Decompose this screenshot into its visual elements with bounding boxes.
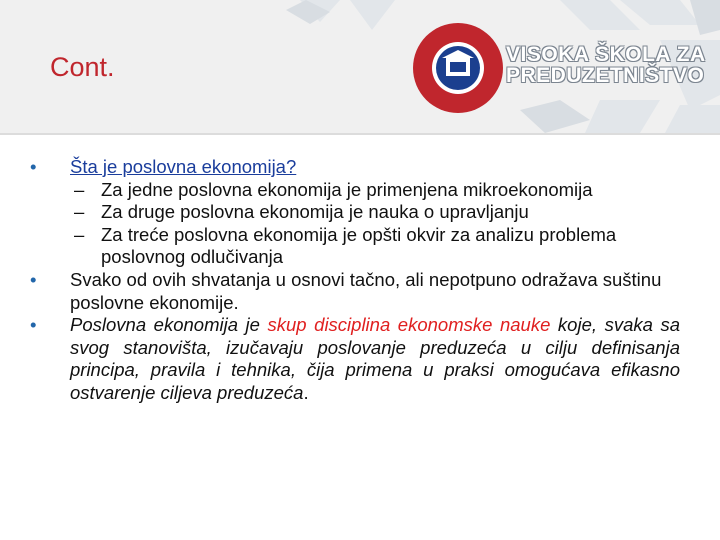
definition-end: . (303, 381, 309, 403)
sub-bullet-2-text: Za druge poslovna ekonomija je nauka o upravljanju (101, 201, 529, 223)
school-seal-logo (412, 22, 504, 114)
sub-bullet-3-text: Za treće poslovna ekonomija je opšti okvir za analizu problema poslovnog odlučivanja (101, 223, 617, 268)
institution-name (506, 44, 706, 86)
bullet-question (30, 156, 680, 179)
bullet-views (30, 269, 680, 314)
dash-icon: – (74, 201, 85, 223)
definition-text-a: Poslovna ekonomija je (70, 314, 268, 336)
sub-bullet-1 (30, 179, 680, 202)
definition-highlight: skup disciplina ekonomske nauke (267, 314, 551, 336)
dash-icon: – (74, 223, 85, 245)
bullet-icon: • (30, 314, 37, 336)
sub-bullet-3 (30, 224, 680, 269)
sub-bullet-1-text: Za jedne poslovna ekonomija je primenjena mikroekonomija (101, 178, 593, 200)
sub-bullet-2 (30, 201, 680, 224)
question-link[interactable]: Šta je poslovna ekonomija? (70, 156, 297, 177)
bullet-icon: • (30, 156, 37, 177)
bullet-definition (30, 314, 680, 404)
bullet-icon: • (30, 268, 37, 290)
bullet-views-text: Svako od ovih shvatanja u osnovi tačno, ali nepotpuno odražava suštinu poslovne ekonomije. (70, 268, 662, 313)
slide-header (0, 0, 720, 133)
header-divider (0, 133, 720, 135)
definition-text-b: koje, svaka sa svog stanovišta, izučavaju poslovanje preduzeća u cilju definisanja principa, pravila i tehnika, čija primena u praksi omogućava efikasno ostvarenje ciljeva preduzeća (70, 314, 680, 403)
slide-body (30, 156, 680, 405)
dash-icon: – (74, 178, 85, 200)
institution-name-line2: PREDUZETNIŠTVO (506, 64, 705, 87)
slide-title: Cont. (50, 52, 115, 82)
institution-name-line1: VISOKA ŠKOLA ZA (506, 43, 706, 66)
